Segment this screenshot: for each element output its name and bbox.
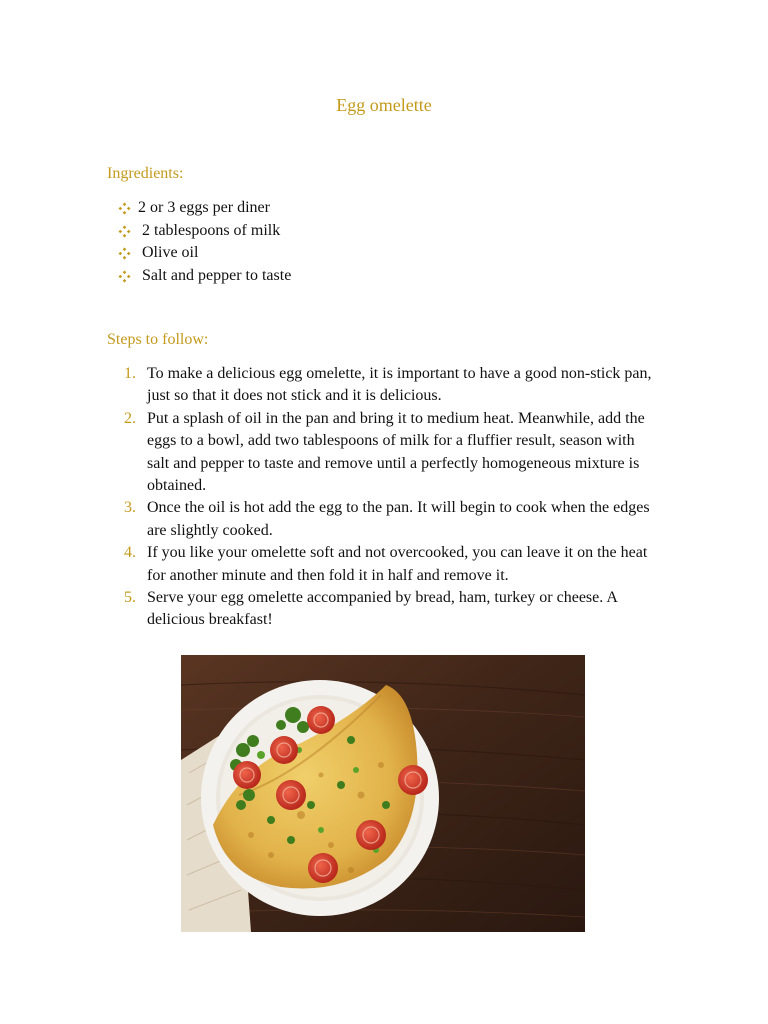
- list-item: [118, 265, 291, 288]
- list-item: [118, 197, 291, 220]
- omelette-photo: [181, 655, 585, 932]
- ingredients-list: [118, 197, 291, 287]
- ingredient-text: Olive oil: [142, 244, 199, 261]
- steps-heading: Steps to follow:: [107, 331, 209, 348]
- page-title: Egg omelette: [336, 95, 432, 115]
- diamond-bullet-icon: [118, 270, 131, 283]
- list-item: [120, 408, 660, 498]
- list-item: [120, 587, 660, 632]
- diamond-bullet-icon: [118, 202, 131, 215]
- list-item: [120, 497, 660, 542]
- list-item: [120, 542, 660, 587]
- ingredient-text: 2 or 3 eggs per diner: [138, 199, 270, 216]
- list-item: [118, 220, 291, 243]
- ingredient-text: 2 tablespoons of milk: [142, 221, 281, 239]
- step-text: Put a splash of oil in the pan and bring it to medium heat. Meanwhile, add the eggs to a bowl, add two tablespoons of milk for a fluffier result, season with salt and pepper to taste and remove until a perfectly homogeneous mixture is obtained.: [147, 409, 645, 495]
- step-text: Once the oil is hot add the egg to the pan. It will begin to cook when the edges are slightly cooked.: [147, 499, 650, 539]
- step-text: Serve your egg omelette accompanied by bread, ham, turkey or cheese. A delicious breakfast!: [147, 589, 618, 629]
- step-number: 4.: [124, 544, 136, 562]
- diamond-bullet-icon: [118, 225, 131, 238]
- step-number: 3.: [124, 499, 136, 517]
- step-text: If you like your omelette soft and not overcooked, you can leave it on the heat for another minute and then fold it in half and remove it.: [147, 544, 648, 584]
- ingredient-text: Salt and pepper to taste: [142, 266, 292, 284]
- ingredients-heading: Ingredients:: [107, 165, 184, 182]
- diamond-bullet-icon: [118, 247, 131, 260]
- step-number: 2.: [124, 409, 136, 427]
- steps-list: [120, 363, 660, 632]
- step-number: 1.: [124, 365, 136, 382]
- list-item: [118, 242, 291, 265]
- list-item: [120, 363, 660, 408]
- step-number: 5.: [124, 589, 136, 607]
- step-text: To make a delicious egg omelette, it is important to have a good non-stick pan, just so that it does not stick and it is delicious.: [147, 365, 652, 405]
